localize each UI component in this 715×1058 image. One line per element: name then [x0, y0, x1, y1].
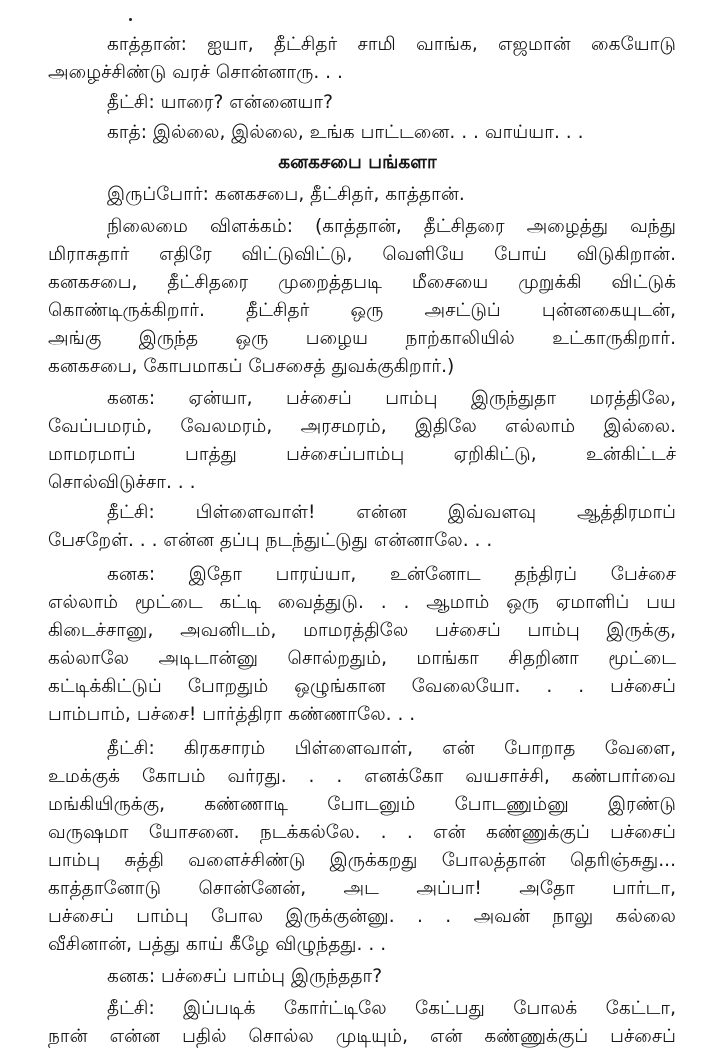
text-line: இருப்போர்: கனகசபை, தீட்சிதர், காத்தான். — [107, 184, 465, 205]
text-line: பேசறேள். . . என்ன தப்பு நடந்துட்டுது என்னாலே. . . — [48, 530, 493, 551]
text-line: அங்கு இருந்த ஒரு பழைய நாற்காலியில் உட்காருகிறார். — [48, 328, 676, 349]
text-line: கனக: ஏன்யா, பச்சைப் பாம்பு இருந்துதா மரத்திலே, — [107, 388, 676, 409]
scan-speck — [129, 18, 132, 21]
text-line: வேப்பமரம், வேலமரம், அரசமரம், இதிலே எல்லாம் இல்லை. — [48, 416, 676, 437]
text-line: பாம்பாம், பச்சை! பார்த்திரா கண்ணாலே. . . — [48, 704, 416, 725]
text-line: உமக்குக் கோபம் வர்ரது. . . எனக்கோ வயசாச்சி, கண்பார்வை — [48, 766, 676, 787]
text-line: எல்லாம் மூட்டை கட்டி வைத்துடு. . . ஆமாம் ஒரு ஏமாளிப் பய — [48, 592, 676, 613]
text-line: வருஷமா யோசனை. நடக்கல்லே. . . என் கண்ணுக்குப் பச்சைப் — [48, 822, 676, 843]
text-line: பாம்பு சுத்தி வளைச்சிண்டு இருக்கறது போலத்தான் தெரிஞ்சுது... — [48, 850, 676, 871]
text-line: காத்: இல்லை, இல்லை, உங்க பாட்டனை. . . வாய்யா. . . — [107, 122, 584, 143]
text-line: கொண்டிருக்கிறார். தீட்சிதர் ஒரு அசட்டுப் புன்னகையுடன், — [48, 300, 676, 321]
text-line: காத்தான்: ஐயா, தீட்சிதர் சாமி வாங்க, எஜமான் கையோடு — [107, 34, 676, 55]
text-line: தீட்சி: இப்படிக் கோர்ட்டிலே கேட்பது போலக் கேட்டா, — [107, 998, 676, 1019]
text-line: மங்கியிருக்கு, கண்ணாடி போடனும் போடணும்னு இரண்டு — [48, 794, 676, 815]
text-line: கனக: இதோ பாரய்யா, உன்னோட தந்திரப் பேச்சை — [107, 564, 676, 585]
text-line: மாமரமாப் பாத்து பச்சைப்பாம்பு ஏறிகிட்டு, உன்கிட்டச் — [48, 444, 676, 465]
text-line: நான் என்ன பதில் சொல்ல முடியும், என் கண்ணுக்குப் பச்சைப் — [48, 1026, 676, 1047]
text-line: தீட்சி: யாரை? என்னையா? — [107, 92, 333, 113]
text-line: தீட்சி: பிள்ளைவாள்! என்ன இவ்வளவு ஆத்திரமாப் — [107, 502, 676, 523]
text-line: கல்லாலே அடிடான்னு சொல்றதும், மாங்கா சிதறினா மூட்டை — [48, 648, 676, 669]
text-line: அழைச்சிண்டு வரச் சொன்னாரு. . . — [48, 62, 343, 83]
text-line: தீட்சி: கிரகசாரம் பிள்ளைவாள், என் போறாத வேளை, — [107, 738, 676, 759]
text-line: பச்சைப் பாம்பு போல இருக்குன்னு. . . அவன் நாலு கல்லை — [48, 906, 676, 927]
text-line: வீசினான், பத்து காய் கீழே விழுந்தது. . . — [48, 934, 387, 955]
text-line: மிராசுதார் எதிரே விட்டுவிட்டு, வெளியே போய் விடுகிறான். — [48, 244, 676, 265]
section-heading: கனகசபை பங்களா — [278, 152, 437, 173]
text-line: சொல்விடுச்சா. . . — [48, 472, 196, 493]
text-line: கனகசபை, கோபமாகப் பேசசைத் துவக்குகிறார்.) — [48, 356, 455, 377]
text-line: கட்டிக்கிட்டுப் போறதும் ஒழுங்கான வேலையோ. . . பச்சைப் — [48, 676, 676, 697]
text-line: நிலைமை விளக்கம்: (காத்தான், தீட்சிதரை அழைத்து வந்து — [107, 216, 676, 237]
text-line: காத்தானோடு சொன்னேன், அட அப்பா! அதோ பார்டா, — [48, 878, 676, 899]
text-line: கனகசபை, தீட்சிதரை முறைத்தபடி மீசையை முறுக்கி விட்டுக் — [48, 272, 676, 293]
text-line: கிடைச்சானு, அவனிடம், மாமரத்திலே பச்சைப் பாம்பு இருக்கு, — [48, 620, 676, 641]
text-line: கனக: பச்சைப் பாம்பு இருந்ததா? — [107, 966, 383, 987]
